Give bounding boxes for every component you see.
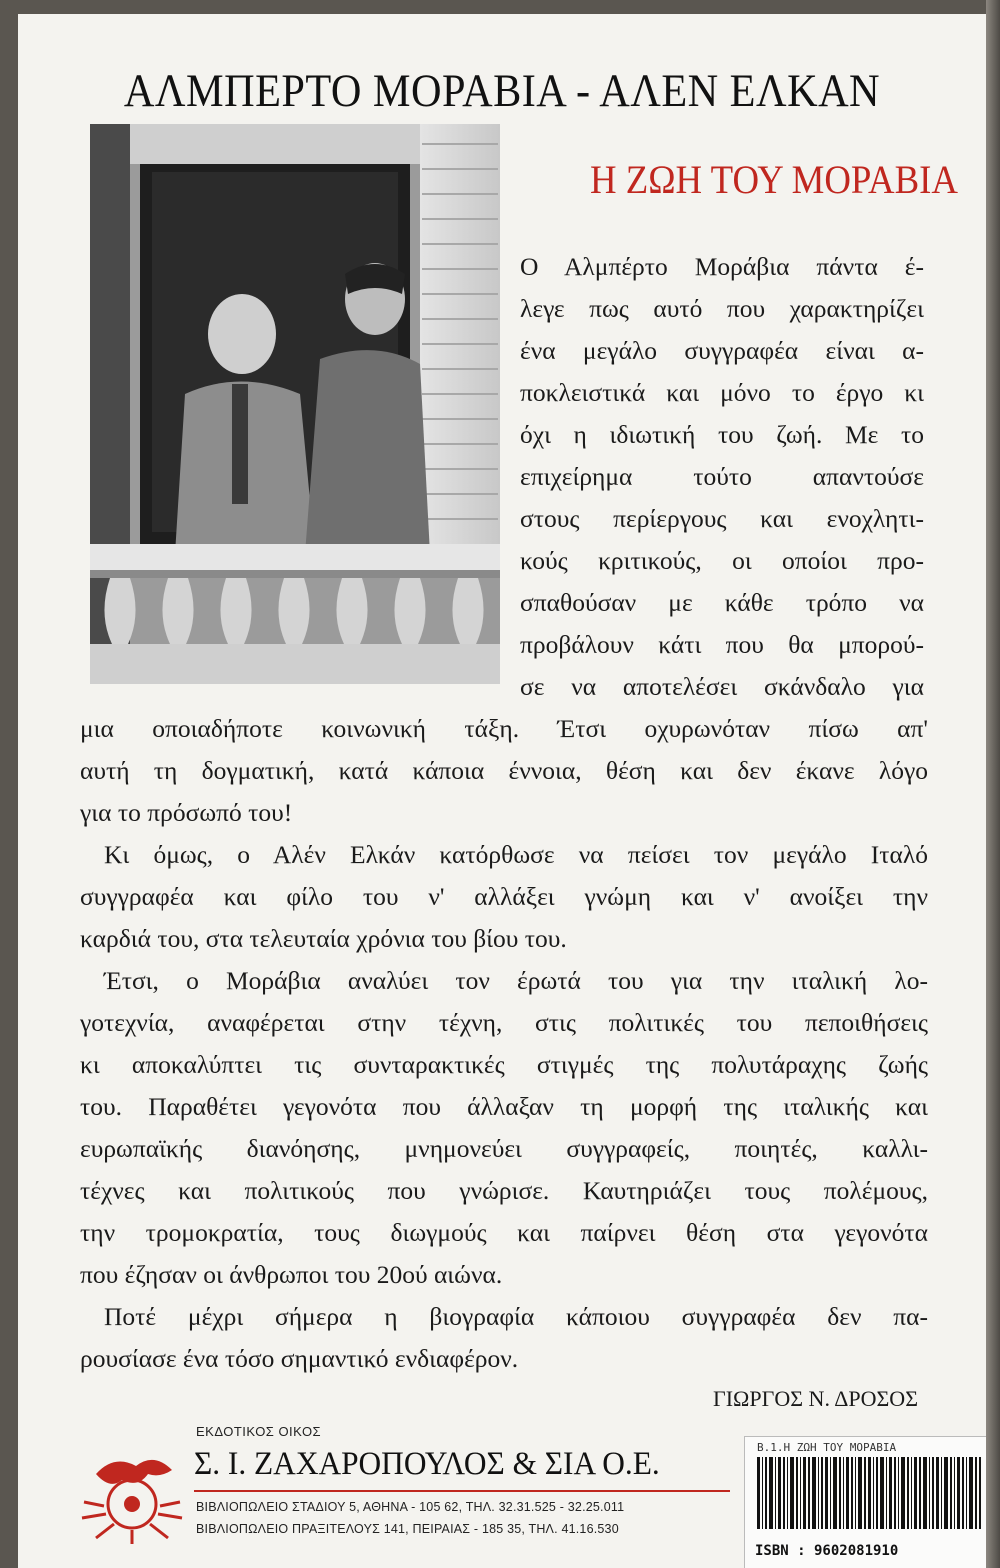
blurb-line: γοτεχνία, αναφέρεται στην τέχνη, στις πολιτικές του πεποιθήσεις <box>80 1008 928 1037</box>
blurb-line: αυτή τη δογματική, κατά κάποια έννοια, θέση και δεν έκανε λόγο <box>80 756 928 785</box>
blurb-line: λεγε πως αυτό που χαρακτηρίζει <box>520 294 924 323</box>
publisher-logo-icon <box>74 1444 190 1544</box>
blurb-line: ρουσίασε ένα τόσο σημαντικό ενδιαφέρον. <box>80 1344 519 1373</box>
blurb-line: συγγραφέα και φίλο του ν' αλλάξει γνώμη και ν' ανοίξει την <box>80 882 928 911</box>
blurb-line: τέχνες και πολιτικούς που γνώρισε. Καυτηριάζει τους πολέμους, <box>80 1176 928 1205</box>
blurb-line: κι αποκαλύπτει τις συνταρακτικές στιγμές της πολυτάραχης ζωής <box>80 1050 928 1079</box>
blurb-line: Ποτέ μέχρι σήμερα η βιογραφία κάποιου συγγραφέα δεν πα- <box>104 1302 928 1331</box>
publisher-address-piraeus: ΒΙΒΛΙΟΠΩΛΕΙΟ ΠΡΑΞΙΤΕΛΟΥΣ 141, ΠΕΙΡΑΙΑΣ - 185 35, ΤΗΛ. 41.16.530 <box>196 1522 619 1536</box>
cover-edge <box>986 0 1000 1568</box>
blurb-line: που έζησαν οι άνθρωποι του 20ού αιώνα. <box>80 1260 503 1289</box>
blurb-line: όχι η ιδιωτική του ζωή. Με το <box>520 420 924 449</box>
publisher-divider <box>194 1490 730 1492</box>
blurb-line: Έτσι, ο Μοράβια αναλύει τον έρωτά του για την ιταλική λο- <box>104 966 928 995</box>
blurb-line: καρδιά του, στα τελευταία χρόνια του βίου του. <box>80 924 567 953</box>
book-back-cover <box>18 14 986 1568</box>
blurb-line: κούς κριτικούς, οι οποίοι προ- <box>520 546 924 575</box>
blurb-line: ευρωπαϊκής διανόησης, μνημονεύει συγγραφείς, ποιητές, καλλι- <box>80 1134 928 1163</box>
blurb-line: την τρομοκρατία, τους διωγμούς και παίρνει θέση στα γεγονότα <box>80 1218 928 1247</box>
book-title: Η ΖΩΗ ΤΟΥ ΜΟΡΑΒΙΑ <box>589 157 958 202</box>
blurb-line: Κι όμως, ο Αλέν Ελκάν κατόρθωσε να πείσει τον μεγάλο Ιταλό <box>104 840 928 869</box>
blurb-line: σε να αποτελέσει σκάνδαλο για <box>520 672 924 701</box>
blurb-line: σπαθούσαν με κάθε τρόπο να <box>520 588 924 617</box>
publisher-name: Σ. Ι. ΖΑΧΑΡΟΠΟΥΛΟΣ & ΣΙΑ Ο.Ε. <box>194 1446 660 1482</box>
author-line: ΑΛΜΠΕΡΤΟ ΜΟΡΑΒΙΑ - ΑΛΕΝ ΕΛΚΑΝ <box>123 65 881 117</box>
blurb-line: προβάλουν κάτι που θα μπορού- <box>520 630 924 659</box>
barcode-label: Β.1.Η ΖΩΗ ΤΟΥ ΜΟΡΑΒΙΑ <box>757 1441 897 1454</box>
barcode-bars <box>757 1457 981 1529</box>
blurb-line: μια οποιαδήποτε κοινωνική τάξη. Έτσι οχυρωνόταν πίσω απ' <box>80 714 928 743</box>
signature: ΓΙΩΡΓΟΣ Ν. ΔΡΟΣΟΣ <box>713 1386 918 1411</box>
blurb-line: ένα μεγάλο συγγραφέα είναι α- <box>520 336 924 365</box>
blurb-line: επιχείρημα τούτο απαντούσε <box>520 462 924 491</box>
publisher-address-athens: ΒΙΒΛΙΟΠΩΛΕΙΟ ΣΤΑΔΙΟΥ 5, ΑΘΗΝΑ - 105 62, ΤΗΛ. 32.31.525 - 32.25.011 <box>196 1500 625 1514</box>
isbn-number: ISBN : 9602081910 <box>755 1543 899 1559</box>
author-photo <box>90 124 500 684</box>
barcode-sticker <box>744 1436 986 1568</box>
blurb-line: στους περίεργους και ενοχλητι- <box>520 504 924 533</box>
blurb-line: ποκλειστικά και μόνο το έργο κι <box>520 378 924 407</box>
blurb-line: για το πρόσωπό του! <box>80 798 293 827</box>
blurb-line: Ο Αλμπέρτο Μοράβια πάντα έ- <box>520 252 924 281</box>
blurb-line: του. Παραθέτει γεγονότα που άλλαξαν τη μορφή της ιταλικής και <box>80 1092 928 1121</box>
publisher-label: ΕΚΔΟΤΙΚΟΣ ΟΙΚΟΣ <box>196 1424 322 1439</box>
